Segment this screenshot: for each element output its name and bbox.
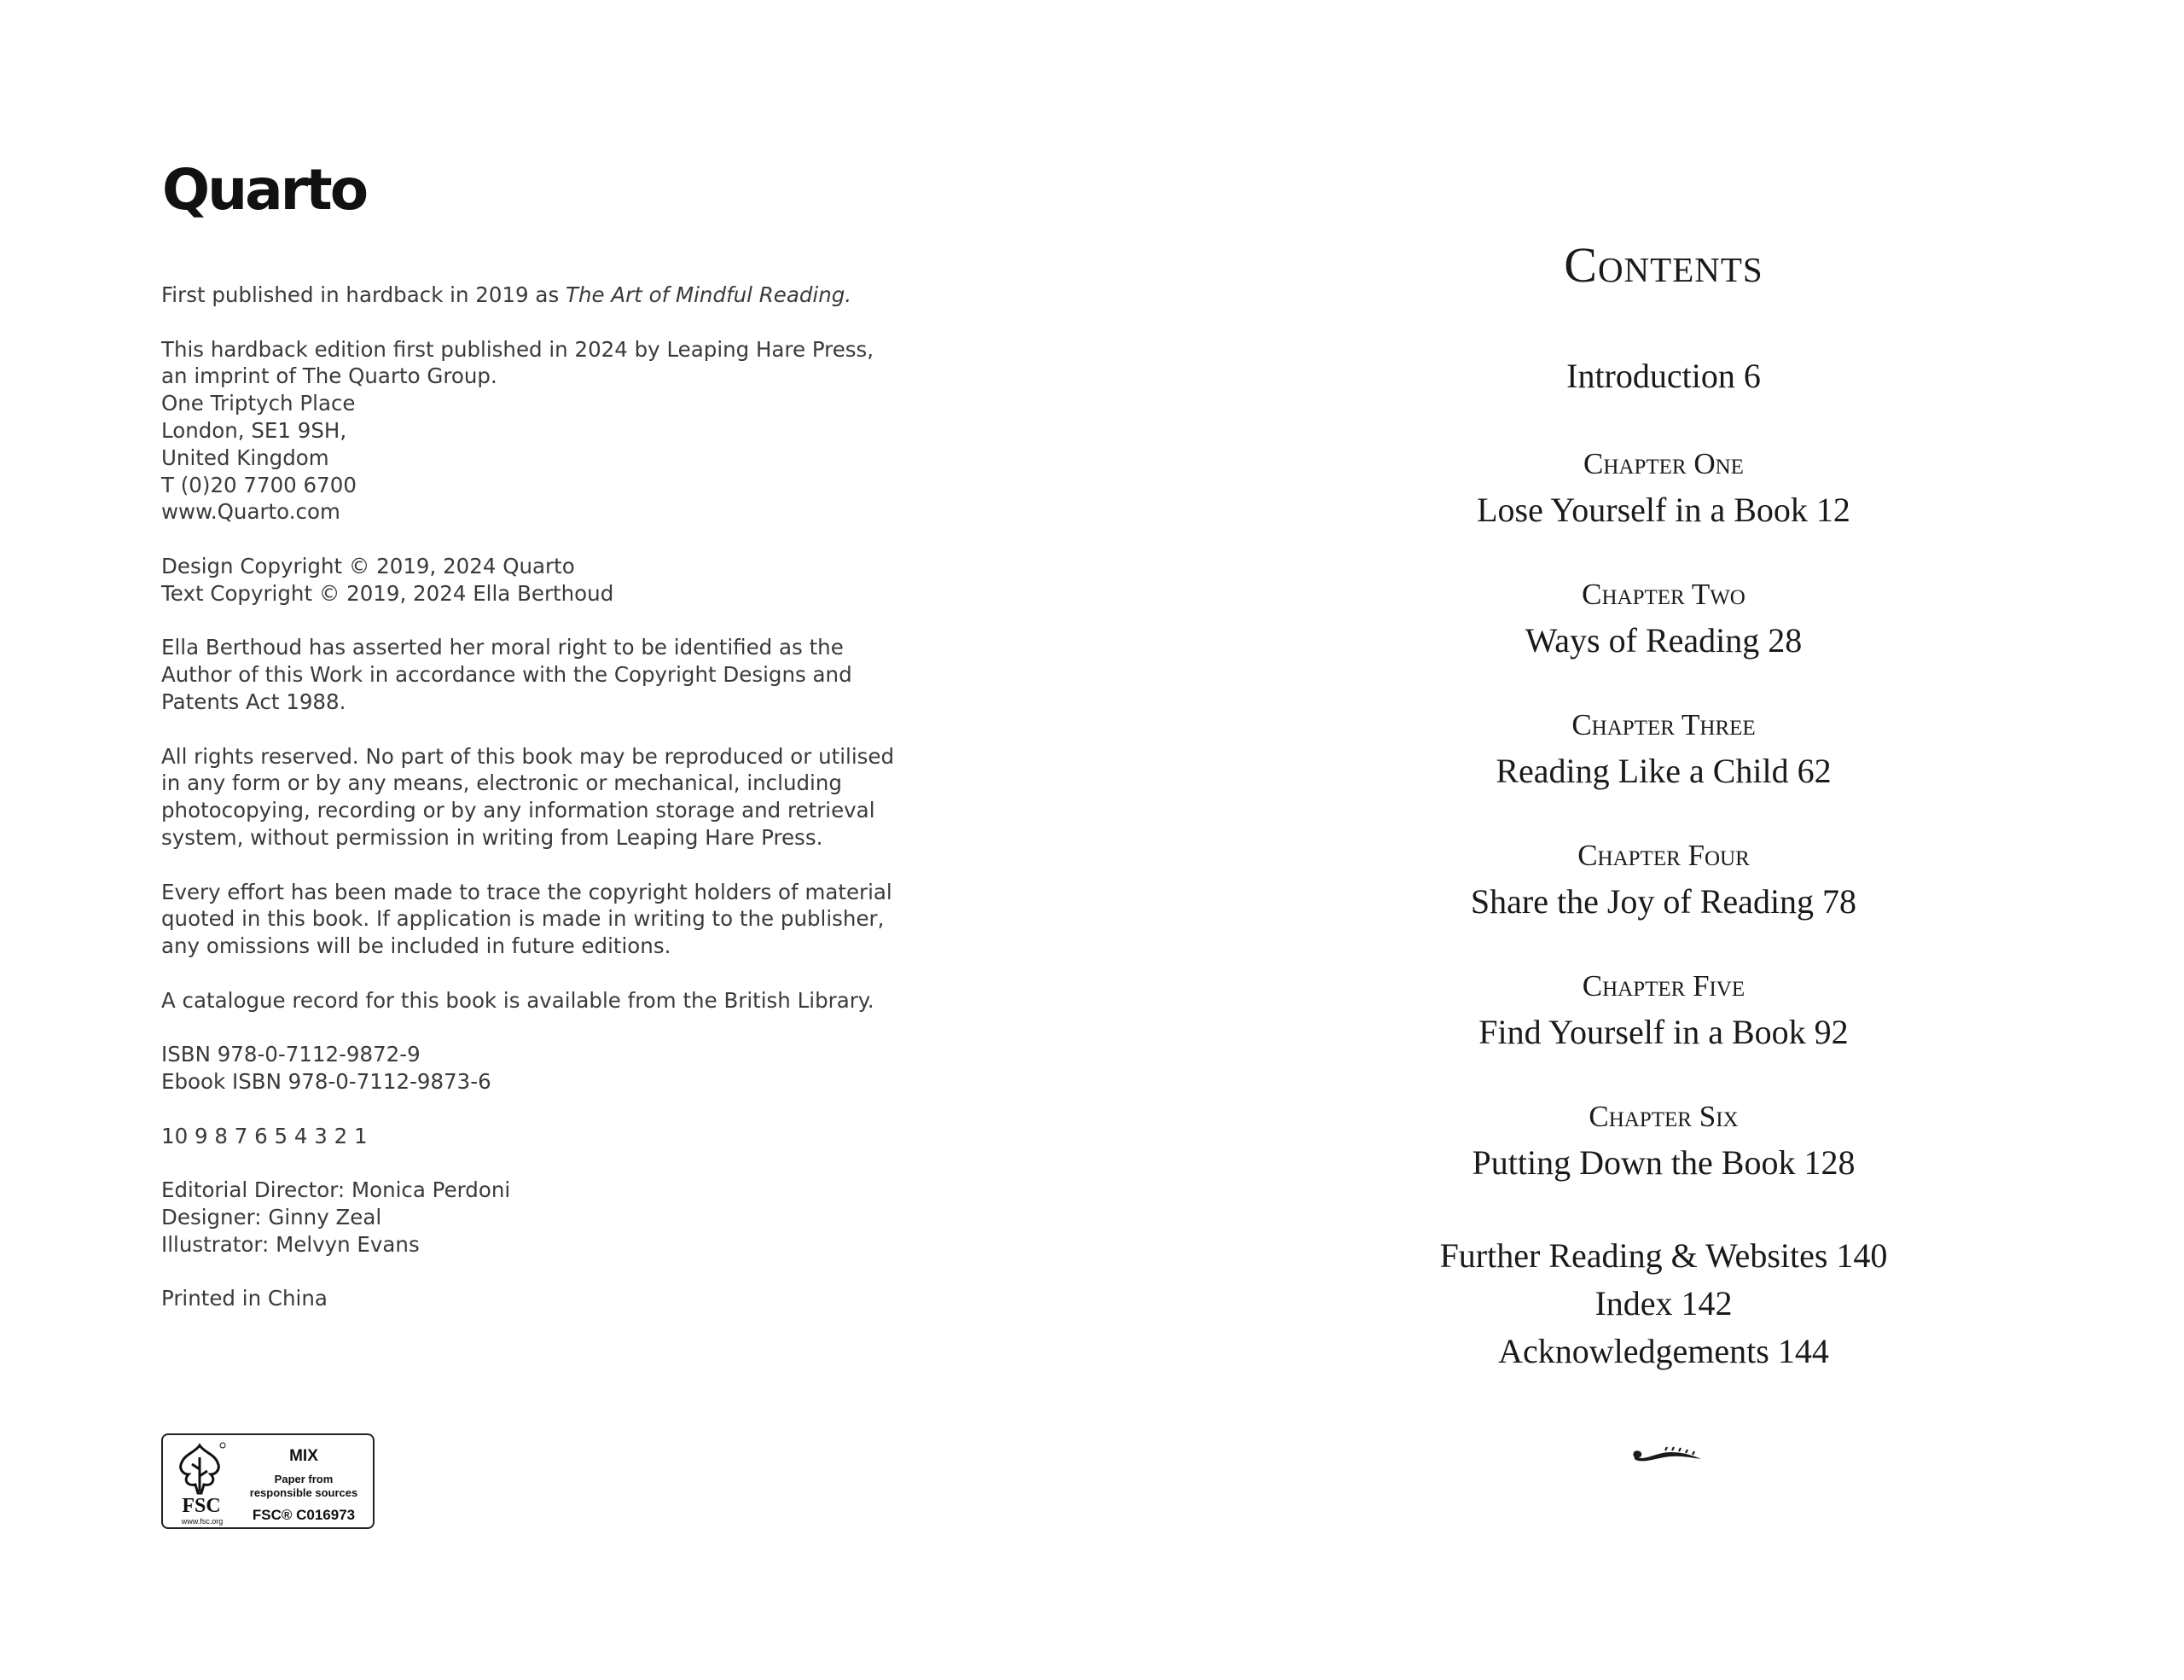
fsc-license-code: FSC® C016973 bbox=[252, 1507, 356, 1523]
credits-paragraph bbox=[161, 1177, 929, 1258]
table-of-contents bbox=[1331, 230, 1996, 1375]
original-title: The Art of Mindful Reading. bbox=[566, 282, 852, 307]
catalogue-paragraph bbox=[161, 987, 929, 1014]
chapter-label: Chapter Five bbox=[1582, 969, 1745, 1003]
rights-reserved-paragraph bbox=[161, 743, 929, 852]
isbn-paragraph bbox=[161, 1041, 929, 1096]
credit-line: Illustrator: Melvyn Evans bbox=[161, 1231, 420, 1257]
moral-right-line: Patents Act 1988. bbox=[161, 689, 346, 714]
isbn-line: ISBN 978-0-7112-9872-9 bbox=[161, 1042, 421, 1067]
moral-right-paragraph bbox=[161, 634, 929, 715]
effort-line: any omissions will be included in future editions. bbox=[161, 933, 671, 959]
copyright-line: Design Copyright © 2019, 2024 Quarto bbox=[161, 553, 575, 578]
toc-entry-index: Index 142 bbox=[1594, 1284, 1733, 1322]
chapter-label: Chapter Four bbox=[1577, 839, 1750, 872]
toc-end-matter bbox=[1331, 1232, 1996, 1375]
address-line: United Kingdom bbox=[161, 445, 329, 470]
moral-right-line: Author of this Work in accordance with the Copyright Designs and bbox=[161, 662, 852, 688]
print-line-paragraph bbox=[161, 1123, 929, 1150]
fsc-tree-icon bbox=[170, 1440, 229, 1500]
contents-heading: Contents bbox=[1564, 237, 1763, 293]
toc-chapter-entry bbox=[1331, 971, 1996, 1052]
fsc-sources-line: Paper from bbox=[274, 1473, 334, 1485]
printed-in-paragraph bbox=[161, 1285, 929, 1312]
quarto-logo: Quarto bbox=[162, 157, 367, 223]
chapter-title: Putting Down the Book 128 bbox=[1472, 1143, 1856, 1182]
toc-entry-acknowledgements: Acknowledgements 144 bbox=[1498, 1332, 1829, 1370]
rights-line: photocopying, recording or by any information storage and retrieval bbox=[161, 798, 875, 823]
toc-chapter-entry bbox=[1331, 449, 1996, 530]
credit-line: Designer: Ginny Zeal bbox=[161, 1205, 382, 1230]
toc-entry-introduction: Introduction 6 bbox=[1566, 357, 1761, 395]
print-line: 10 9 8 7 6 5 4 3 2 1 bbox=[161, 1123, 368, 1148]
fsc-mix-label: MIX bbox=[289, 1447, 318, 1465]
chapter-title: Ways of Reading 28 bbox=[1525, 621, 1803, 660]
website-line: www.Quarto.com bbox=[161, 499, 340, 525]
chapter-label: Chapter Six bbox=[1589, 1100, 1739, 1133]
fsc-url: www.fsc.org bbox=[181, 1517, 224, 1526]
address-line: London, SE1 9SH, bbox=[161, 417, 347, 443]
toc-chapter-entry bbox=[1331, 840, 1996, 921]
ebook-isbn-line: Ebook ISBN 978-0-7112-9873-6 bbox=[161, 1069, 491, 1095]
first-published-line bbox=[161, 282, 929, 309]
chapter-title: Share the Joy of Reading 78 bbox=[1470, 882, 1857, 921]
toc-entry-further-reading: Further Reading & Websites 140 bbox=[1439, 1236, 1888, 1275]
rights-line: in any form or by any means, electronic or mechanical, including bbox=[161, 770, 842, 796]
effort-paragraph bbox=[161, 879, 929, 960]
rights-line: All rights reserved. No part of this book may be reproduced or utilised bbox=[161, 743, 895, 769]
toc-chapter-entry bbox=[1331, 710, 1996, 791]
fsc-sources-line: responsible sources bbox=[249, 1486, 358, 1499]
first-published-paragraph bbox=[161, 282, 929, 309]
phone-line: T (0)20 7700 6700 bbox=[161, 472, 357, 497]
chapter-label: Chapter One bbox=[1583, 447, 1744, 480]
chapter-title: Lose Yourself in a Book 12 bbox=[1477, 491, 1850, 529]
chapter-label: Chapter Two bbox=[1582, 578, 1745, 611]
toc-chapter-entry bbox=[1331, 579, 1996, 660]
fsc-wordmark: FSC bbox=[182, 1495, 221, 1517]
toc-chapter-entry bbox=[1331, 1102, 1996, 1183]
rights-line: system, without permission in writing from Leaping Hare Press. bbox=[161, 824, 823, 850]
chapter-title: Find Yourself in a Book 92 bbox=[1478, 1013, 1849, 1051]
copyright-line: Text Copyright © 2019, 2024 Ella Berthoud bbox=[161, 580, 614, 606]
copyright-paragraph bbox=[161, 553, 929, 607]
first-published-prefix: First published in hardback in 2019 as bbox=[161, 282, 566, 307]
flourish-ornament-icon bbox=[1628, 1442, 1706, 1468]
fsc-logo bbox=[161, 1433, 375, 1529]
edition-line: an imprint of The Quarto Group. bbox=[161, 363, 497, 389]
credit-line: Editorial Director: Monica Perdoni bbox=[161, 1177, 511, 1203]
edition-paragraph bbox=[161, 336, 929, 526]
printed-in-line: Printed in China bbox=[161, 1286, 328, 1311]
edition-line: This hardback edition first published in 2024 by Leaping Hare Press, bbox=[161, 336, 874, 362]
effort-line: quoted in this book. If application is made in writing to the publisher, bbox=[161, 906, 885, 932]
catalogue-line: A catalogue record for this book is available from the British Library. bbox=[161, 987, 874, 1013]
chapter-label: Chapter Three bbox=[1571, 708, 1756, 741]
address-line: One Triptych Place bbox=[161, 391, 356, 416]
chapter-title: Reading Like a Child 62 bbox=[1496, 752, 1832, 790]
imprint-page bbox=[161, 282, 929, 1340]
moral-right-line: Ella Berthoud has asserted her moral right to be identified as the bbox=[161, 635, 844, 660]
fsc-sources-label bbox=[240, 1473, 368, 1500]
effort-line: Every effort has been made to trace the copyright holders of material bbox=[161, 879, 892, 904]
